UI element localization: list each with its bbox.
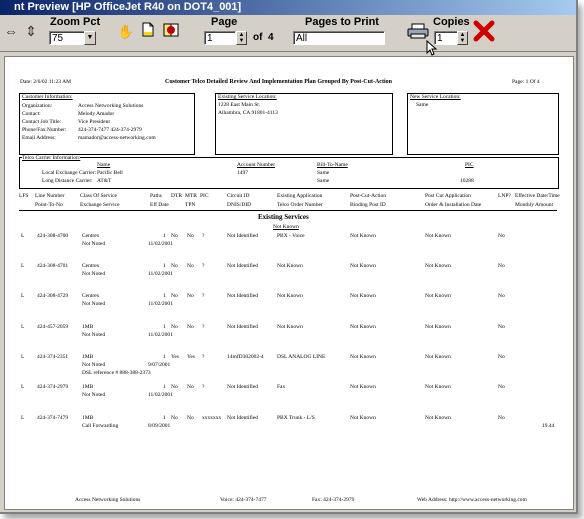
row-lnp: No: [498, 293, 505, 299]
row-post-cut-action: Not Known: [350, 415, 376, 421]
row-existing-application: PBX - Voice: [277, 233, 305, 239]
row-circuit-id: Not Identified: [227, 384, 259, 390]
row-post-cut-action: Not Known: [350, 324, 376, 330]
row-exchange-service: Not Noted: [82, 332, 106, 338]
value-email: mamador@access-networking.com: [78, 135, 156, 141]
row-class-of-service: Centrex: [82, 263, 100, 269]
row-existing-application: Not Known: [277, 324, 303, 330]
row-eff-date: 11/02/2001: [148, 271, 173, 277]
row-existing-application: Not Known: [277, 263, 303, 269]
pages-to-print-label: Pages to Print: [305, 16, 379, 28]
row-paths: 1: [163, 384, 166, 390]
row-circuit-id: Not Identified: [227, 233, 259, 239]
row-eff-date: 11/02/2001: [148, 392, 173, 398]
label-contact: Contact:: [22, 111, 41, 117]
row-eff-date: 8/09/2001: [148, 423, 171, 429]
row-post-cut-action: Not Known: [350, 384, 376, 390]
row-dtr: Yes: [171, 354, 180, 360]
existing-location-line1: 1228 East Main St.: [218, 102, 261, 108]
title-bar: [0, 0, 576, 15]
fit-height-icon[interactable]: ⇕: [25, 23, 37, 39]
row-pic: ?: [202, 293, 205, 299]
row-paths: 1: [163, 263, 166, 269]
carrier-col-pic: PIC: [465, 162, 474, 168]
row-class-of-service: Centrex: [82, 293, 100, 299]
report-title: Customer Telco Detailed Review And Implementation Plan Grouped By Post-Cut-Action: [165, 79, 392, 85]
row-monthly-amount: 19.44: [542, 423, 555, 429]
local-carrier-bill: Same: [317, 170, 330, 176]
row-mtr: Yes: [187, 354, 196, 360]
row-line-number: 424-308-4701: [37, 263, 69, 269]
page-total: 4: [268, 32, 274, 43]
row-mtr: No: [187, 324, 194, 330]
header-rule: [19, 210, 557, 211]
row-line-number: 424-374-7479: [37, 415, 69, 421]
existing-location-heading: Existing Service Location:: [218, 94, 277, 100]
col-binding-post-id: Binding Post ID: [350, 202, 386, 208]
new-location-box: [407, 93, 559, 155]
carrier-col-bill: Bill-To-Name: [317, 162, 348, 168]
row-lfs: L: [21, 354, 25, 360]
fit-width-icon[interactable]: ⇔: [4, 23, 18, 39]
ld-carrier-bill: Same: [317, 178, 330, 184]
existing-location-box: [215, 93, 393, 155]
row-circuit-id: Not Identified: [227, 263, 259, 269]
row-lfs: L: [21, 293, 25, 299]
row-dtr: No: [171, 324, 178, 330]
col-paths: Paths: [150, 193, 162, 199]
ld-carrier-pic: 10288: [460, 178, 474, 184]
row-eff-date: 9/07/2001: [148, 362, 171, 368]
report-page-number: Page: 1 Of 4: [512, 79, 540, 85]
col-lfs: LFS: [19, 193, 29, 199]
row-post-cut-application: Not Known: [425, 293, 451, 299]
footer-voice: Voice: 424-374-7477: [220, 497, 267, 503]
col-post-cut-application: Post Cut Application: [425, 193, 471, 199]
hand-pan-icon[interactable]: ✋: [117, 24, 135, 39]
row-exchange-service: Not Noted: [82, 301, 106, 307]
col-monthly-amount: Monthly Amount: [515, 202, 554, 208]
row-class-of-service: 1MB: [82, 324, 94, 330]
page-label: Page: [211, 16, 238, 28]
col-dtr: DTR: [171, 193, 182, 199]
footer-fax: Fax: 424-374-2979: [312, 497, 355, 503]
row-post-cut-application: Not Known: [425, 263, 451, 269]
row-circuit-id: Not Identified: [227, 293, 259, 299]
page-spinner-arrows-icon[interactable]: ▲ ▼: [236, 31, 247, 45]
row-existing-application: DSL ANALOG LINE: [277, 354, 326, 360]
row-lfs: L: [21, 233, 25, 239]
col-existing-application: Existing Application: [277, 193, 323, 199]
label-contact-title: Contact Job Title:: [22, 119, 62, 125]
col-class-of-service: Class Of Service: [80, 193, 117, 199]
customer-info-box: [19, 93, 195, 155]
row-dtr: No: [171, 263, 178, 269]
col-mtr: MTR: [185, 193, 197, 199]
col-point-to-no: Point-To-No: [35, 202, 63, 208]
row-class-of-service: Centrex: [82, 233, 100, 239]
carrier-info-box: [19, 157, 559, 189]
row-post-cut-application: Not Known: [425, 324, 451, 330]
row-line-number: 424-457-2059: [37, 324, 69, 330]
footer-web: Web Address: http://www.access-networking.com: [417, 497, 527, 503]
row-post-cut-action: Not Known: [350, 293, 376, 299]
section-title: Existing Services: [258, 213, 309, 221]
value-organization: Access Networking Solutions: [78, 103, 144, 109]
row-lnp: No: [498, 324, 505, 330]
page-number-field[interactable]: 1: [204, 31, 236, 45]
col-effective-date: Effective Date/Time: [515, 193, 560, 199]
row-lnp: No: [498, 384, 505, 390]
row-pic: ?: [202, 324, 205, 330]
col-dnis-did: DNIS/DID: [227, 202, 252, 208]
row-lfs: L: [21, 384, 25, 390]
page-of-label: of: [253, 32, 263, 43]
row-post-cut-application: Not Known: [425, 384, 451, 390]
row-exchange-service: Not Noted: [82, 271, 106, 277]
footer-company: Access Networking Solutions: [75, 497, 141, 503]
carrier-heading: Telco Carrier Information:: [22, 155, 81, 161]
value-phone-fax: 424-374-7477 424-374-2979: [78, 127, 142, 133]
copies-spinner-arrows-icon[interactable]: ▲ ▼: [457, 31, 468, 45]
col-pic: PIC: [200, 193, 209, 199]
row-mtr: No: [187, 415, 194, 421]
row-line-number: 424-374-2351: [37, 354, 69, 360]
row-lnp: No: [498, 354, 505, 360]
row-post-cut-application: Not Known: [425, 415, 451, 421]
row-mtr: No: [187, 293, 194, 299]
row-eff-date: 11/02/2001: [148, 241, 173, 247]
mouse-cursor-icon: [426, 40, 438, 56]
row-mtr: No: [187, 384, 194, 390]
row-line-number: 424-308-4729: [37, 293, 69, 299]
row-lnp: No: [498, 415, 505, 421]
row-existing-application: Not Known: [277, 293, 303, 299]
label-organization: Organization:: [22, 103, 53, 109]
window-title: nt Preview [HP OfficeJet R40 on DOT4_001]: [14, 1, 242, 13]
row-lfs: L: [21, 415, 25, 421]
row-circuit-id: Not Identified: [227, 415, 259, 421]
row-dtr: No: [171, 415, 178, 421]
row-post-cut-action: Not Known: [350, 263, 376, 269]
row-mtr: No: [187, 263, 194, 269]
row-exchange-service: Not Noted: [82, 362, 106, 368]
col-eff-date: Eff Date: [150, 202, 169, 208]
row-pic: ?: [202, 354, 205, 360]
report-page: [15, 65, 561, 505]
label-email: Email Address:: [22, 135, 56, 141]
preview-area[interactable]: [4, 56, 574, 510]
existing-location-line2: Alhambra, CA 91801-4113: [218, 110, 278, 116]
close-icon[interactable]: [472, 20, 496, 44]
new-location-heading: New Service Location:: [410, 94, 461, 100]
row-pic: xxxxxxx: [202, 415, 222, 421]
row-exchange-service: Call Forwarding: [82, 423, 119, 429]
row-existing-application: PBX Trunk - L/S: [277, 415, 315, 421]
report-date: Date: 2/6/02 11:23 AM: [20, 79, 71, 85]
col-tpn: TPN: [185, 202, 196, 208]
row-circuit-id: 14mfD302002-4: [227, 354, 264, 360]
col-order-installation-date: Order & Installation Date: [425, 202, 482, 208]
col-exchange-service: Exchange Service: [80, 202, 120, 208]
col-telco-order-number: Telco Order Number: [277, 202, 323, 208]
col-line-number: Line Number: [35, 193, 65, 199]
row-paths: 1: [163, 293, 166, 299]
row-post-cut-application: Not Known: [425, 233, 451, 239]
zoom-label: Zoom Pct: [50, 16, 101, 28]
row-existing-application: Fax: [277, 384, 286, 390]
row-class-of-service: 1MB: [82, 415, 94, 421]
row-lfs: L: [21, 324, 25, 330]
group-title: Not Known: [273, 224, 299, 230]
zoom-select[interactable]: 75: [49, 31, 85, 45]
value-contact: Melody Amador: [78, 111, 115, 117]
row-class-of-service: 1MB: [82, 384, 94, 390]
value-contact-title: Vice President: [78, 119, 110, 125]
row-lnp: No: [498, 263, 505, 269]
local-carrier-account: 1497: [237, 170, 248, 176]
row-exchange-service: Not Noted: [82, 392, 106, 398]
row-dtr: No: [171, 293, 178, 299]
carrier-col-account: Account Number: [237, 162, 276, 168]
page-view-icon[interactable]: [139, 22, 157, 42]
copies-label: Copies: [433, 16, 470, 28]
local-carrier-label: Local Exchange Carrier:: [42, 170, 97, 176]
row-pic: ?: [202, 233, 205, 239]
row-dtr: No: [171, 384, 178, 390]
row-note: DSL reference # 888-388-2373: [82, 370, 151, 376]
row-dtr: No: [171, 233, 178, 239]
row-paths: 1: [163, 233, 166, 239]
row-eff-date: 11/02/2001: [148, 301, 173, 307]
book-view-icon[interactable]: [162, 21, 180, 41]
row-line-number: 424-308-4700: [37, 233, 69, 239]
local-carrier-name: Pacific Bell: [97, 170, 123, 176]
col-post-cut-action: Post-Cut-Action: [350, 193, 387, 199]
row-line-number: 424-374-2979: [37, 384, 69, 390]
ld-carrier-name: AT&T: [97, 178, 112, 184]
row-exchange-service: Not Noted: [82, 241, 106, 247]
carrier-col-name: Name: [97, 162, 111, 168]
customer-info-heading: Customer Information:: [22, 94, 73, 100]
row-pic: ?: [202, 263, 205, 269]
row-circuit-id: Not Identified: [227, 324, 259, 330]
col-circuit-id: Circuit ID: [227, 193, 250, 199]
col-lnp: LNP?: [498, 193, 511, 199]
row-paths: 1: [163, 415, 166, 421]
row-lnp: No: [498, 233, 505, 239]
row-post-cut-application: Not Known: [425, 354, 451, 360]
row-pic: ?: [202, 384, 205, 390]
new-location-value: Same: [416, 102, 429, 108]
preview-toolbar: [0, 15, 576, 52]
row-class-of-service: 1MB: [82, 354, 94, 360]
row-eff-date: 11/02/2001: [148, 332, 173, 338]
ld-carrier-label: Long Distance Carrier:: [42, 178, 93, 184]
row-lfs: L: [21, 263, 25, 269]
row-paths: 1: [163, 324, 166, 330]
zoom-dropdown-arrow-icon[interactable]: ▼: [84, 31, 96, 45]
pages-to-print-field[interactable]: All: [293, 31, 385, 45]
row-post-cut-action: Not Known: [350, 233, 376, 239]
copies-field[interactable]: 1: [434, 31, 458, 45]
row-post-cut-action: Not Known: [350, 354, 376, 360]
row-paths: 1: [163, 354, 166, 360]
row-mtr: No: [187, 233, 194, 239]
label-phone-fax: Phone/Fax Number:: [22, 127, 67, 133]
